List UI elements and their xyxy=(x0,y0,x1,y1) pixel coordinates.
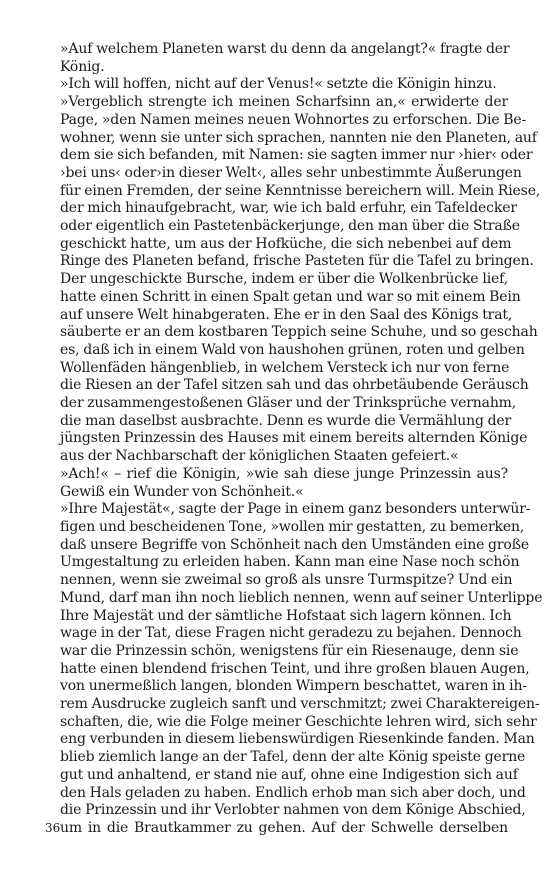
paragraph xyxy=(45,41,508,76)
text-line: Ringe des Planeten befand, frische Pasteten für die Tafel zu bringen. xyxy=(60,253,534,270)
text-line: blieb ziemlich lange an der Tafel, denn der alte König speiste gerne xyxy=(60,749,526,766)
text-line: Mund, darf man ihn noch lieblich nennen, wenn auf seiner Unterlippe xyxy=(60,589,543,606)
text-line: gut und anhaltend, er stand nie auf, ohne eine Indigestion sich auf xyxy=(60,766,518,783)
text-line: war die Prinzessin schön, wenigstens für ein Riesenauge, denn sie xyxy=(60,642,519,659)
text-line: Wollenfäden hängenblieb, in welchem Versteck ich nur von ferne xyxy=(60,359,510,376)
text-line: nennen, wenn sie zweimal so groß als unsre Turmspitze? Und ein xyxy=(60,572,513,589)
text-line: den Hals geladen zu haben. Endlich erhob man sich aber doch, und xyxy=(60,784,526,801)
text-line: dem sie sich befanden, mit Namen: sie sagten immer nur ›hier‹ oder xyxy=(60,147,533,164)
text-line: von unermeßlich langen, blonden Wimpern beschattet, waren in ih- xyxy=(60,678,527,695)
paragraph xyxy=(45,94,541,466)
text-line: der zusammengestoßenen Gläser und der Trinksprüche vernahm, xyxy=(60,395,517,412)
text-line: »Ach!« – rief die Königin, »wie sah diese junge Prinzessin aus? xyxy=(60,465,508,482)
text-line: Page, »den Namen meines neuen Wohnortes zu erforschen. Die Be- xyxy=(60,111,527,128)
text-line: wage in der Tat, diese Fragen nicht geradezu zu bejahen. Dennoch xyxy=(60,625,522,642)
text-line: die man daselbst ausbrachte. Denn es wurde die Vermählung der xyxy=(60,412,512,429)
text-line: Umgestaltung zu erleiden haben. Kann man eine Nase noch schön xyxy=(60,554,520,571)
text-line: ›bei uns‹ oder›in dieser Welt‹, alles sehr unbestimmte Äußerungen xyxy=(60,164,522,181)
text-line: die Prinzessin und ihr Verlobter nahmen von dem Könige Abschied, xyxy=(60,802,526,819)
text-line: König. xyxy=(60,58,105,75)
text-line: hatte einen blendend frischen Teint, und ihre großen blauen Augen, xyxy=(60,660,530,677)
page-number: 36 xyxy=(45,821,61,835)
text-line: säuberte er an dem kostbaren Teppich seine Schuhe, und so geschah xyxy=(60,324,538,341)
text-line: jüngsten Prinzessin des Hauses mit einem bereits alternden Könige xyxy=(60,430,528,447)
text-line: schaften, die, wie die Folge meiner Geschichte lehren wird, sich sehr xyxy=(60,713,537,730)
text-line: »Vergeblich strengte ich meinen Scharfsinn an,« erwiderte der xyxy=(60,94,508,111)
text-line: Gewiß ein Wunder von Schönheit.« xyxy=(60,483,304,500)
text-line: der mich hinaufgebracht, war, wie ich bald erfuhr, ein Tafeldecker xyxy=(60,200,517,217)
text-line: daß unsere Begriffe von Schönheit nach den Umständen eine große xyxy=(60,536,530,553)
text-line: hatte einen Schritt in einen Spalt getan und war so mit einem Bein xyxy=(60,288,521,305)
book-page-text xyxy=(45,41,543,838)
text-line: geschickt hatte, um aus der Hofküche, die sich nebenbei auf dem xyxy=(60,235,512,252)
text-line: es, daß ich in einem Wald von haushohen grünen, roten und gelben xyxy=(60,341,525,358)
text-line: »Auf welchem Planeten warst du denn da angelangt?« fragte der xyxy=(60,41,510,57)
text-line: um in die Brautkammer zu gehen. Auf der Schwelle derselben xyxy=(60,819,508,836)
text-line: die Riesen an der Tafel sitzen sah und das ohrbetäubende Geräusch xyxy=(60,377,529,394)
text-line: »Ich will hoffen, nicht auf der Venus!« setzte die Königin hinzu. xyxy=(60,76,497,93)
paragraph xyxy=(45,76,508,94)
text-line: Der ungeschickte Bursche, indem er über die Wolkenbrücke lief, xyxy=(60,271,508,288)
text-line: auf unsere Welt hinabgeraten. Ehe er in den Saal des Königs trat, xyxy=(60,306,513,323)
text-line: oder eigentlich ein Pastetenbäckerjunge, den man über die Straße xyxy=(60,218,520,235)
text-line: wohner, wenn sie unter sich sprachen, nannten nie den Planeten, auf xyxy=(60,129,537,146)
text-line: aus der Nachbarschaft der königlichen Staaten gefeiert.« xyxy=(60,448,459,465)
text-line: figen und bescheidenen Tone, »wollen mir gestatten, zu bemerken, xyxy=(60,518,525,535)
text-line: für einen Fremden, der seine Kenntnisse bereichern will. Mein Riese, xyxy=(60,182,541,199)
text-line: rem Ausdrucke zugleich sanft und verschmitzt; zwei Charaktereigen- xyxy=(60,696,540,713)
text-line: eng verbunden in diesem liebenswürdigen Riesenkinde fanden. Man xyxy=(60,731,535,748)
text-line: »Ihre Majestät«, sagte der Page in einem ganz besonders unterwür- xyxy=(60,501,531,518)
paragraph xyxy=(45,466,508,501)
text-line: Ihre Majestät und der sämtliche Hofstaat sich lagern können. Ich xyxy=(60,607,512,624)
paragraph xyxy=(45,501,543,837)
